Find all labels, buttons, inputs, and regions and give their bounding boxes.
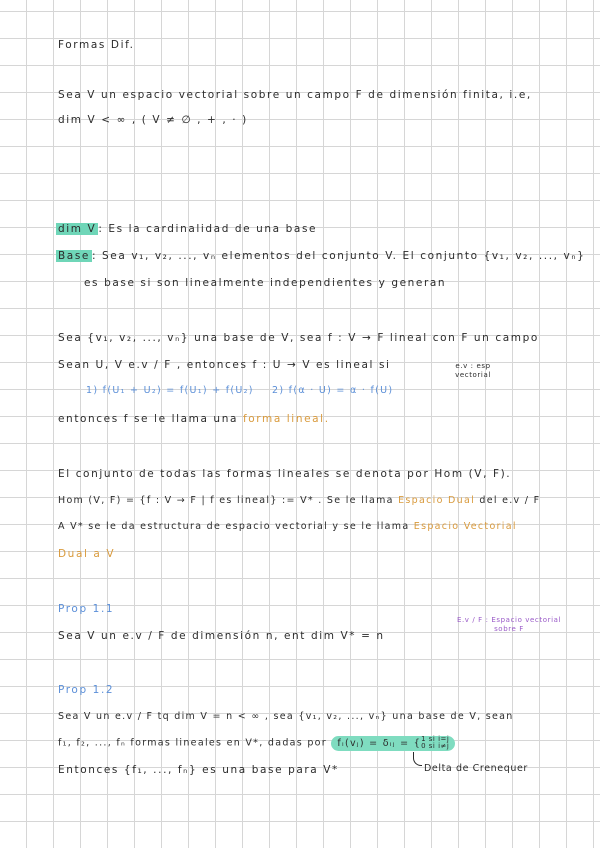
- ev-f-note-line-2: sobre F: [494, 625, 524, 633]
- condition-homogeneity: 2) f(α · U) = α · f(U): [272, 385, 394, 396]
- prop-1-2-line-2-text: f₁, f₂, ..., fₙ formas lineales en V*, dadas por: [58, 737, 327, 749]
- page-title: Formas Dif.: [58, 39, 135, 51]
- kronecker-formula: fᵢ(vⱼ) = δᵢⱼ = {: [337, 737, 422, 749]
- term-espacio-vectorial: Espacio Vectorial: [413, 521, 517, 532]
- definition-base-text: : Sea v₁, v₂, ..., vₙ elementos del conjunto V. El conjunto {v₁, v₂, ..., vₙ}: [91, 250, 586, 262]
- intro-line-2: dim V < ∞ , ( V ≠ ∅ , + , · ): [58, 114, 248, 126]
- dual-line-3-text: A V* se le da estructura de espacio vectorial y se le llama: [58, 521, 410, 532]
- case-equal: 1 si i=j: [421, 735, 450, 743]
- highlight-dim: dim V: [58, 223, 97, 235]
- linear-line-3-text: entonces f se le llama una: [58, 413, 238, 425]
- prop-1-2-line-1: Sea V un e.v / F tq dim V = n < ∞ , sea {v₁, v₂, ..., vₙ} una base de V, sean: [58, 711, 514, 722]
- dual-line-3: [58, 520, 517, 534]
- intro-line-1: Sea V un espacio vectorial sobre un campo F de dimensión finita, i.e,: [58, 89, 532, 101]
- prop-1-2-line-3: Entonces {f₁, ..., fₙ} es una base para V*: [58, 764, 339, 776]
- delta-label: Delta de Crenequer: [424, 763, 528, 774]
- definition-dim: [56, 222, 317, 236]
- prop-1-2-line-2: [58, 736, 455, 751]
- linear-line-2: Sean U, V e.v / F , entonces f : U → V es lineal si: [58, 359, 391, 371]
- arrow-to-delta-label: [413, 752, 422, 766]
- dual-line-2-text: Hom (V, F) = {f : V → F | f es lineal} := V* . Se le llama: [58, 495, 394, 506]
- prop-1-1-heading: Prop 1.1: [58, 603, 115, 615]
- case-unequal: 0 si i≠j: [421, 742, 450, 750]
- linear-line-1: Sea {v₁, v₂, ..., vₙ} una base de V, sea f : V → F lineal con F un campo: [58, 332, 539, 344]
- definition-base-line-2: es base si son linealmente independientes y generan: [84, 277, 447, 289]
- highlight-kronecker: [331, 736, 455, 751]
- linear-line-3: [58, 412, 330, 426]
- term-dual-a-v: Dual a V: [58, 548, 116, 560]
- dual-line-2: [58, 494, 540, 508]
- dual-line-2-end: del e.v / F: [479, 495, 541, 506]
- definition-dim-text: : Es la cardinalidad de una base: [98, 223, 318, 235]
- definition-base: [56, 249, 585, 263]
- prop-1-1-text: Sea V un e.v / F de dimensión n, ent dim V* = n: [58, 630, 385, 642]
- ev-f-note: [446, 616, 572, 634]
- kronecker-cases: [421, 736, 449, 750]
- term-espacio-dual: Espacio Dual: [398, 495, 476, 506]
- ev-f-note-line-1: E.v / F : Espacio vectorial: [456, 616, 562, 624]
- highlight-base: Base: [58, 250, 90, 262]
- ev-note: e.v : esp vectorial: [455, 362, 491, 379]
- condition-additivity: 1) f(U₁ + U₂) = f(U₁) + f(U₂): [86, 385, 254, 396]
- prop-1-2-heading: Prop 1.2: [58, 684, 115, 696]
- term-forma-lineal: forma lineal.: [242, 413, 330, 425]
- dual-line-1: El conjunto de todas las formas lineales se denota por Hom (V, F).: [58, 468, 512, 480]
